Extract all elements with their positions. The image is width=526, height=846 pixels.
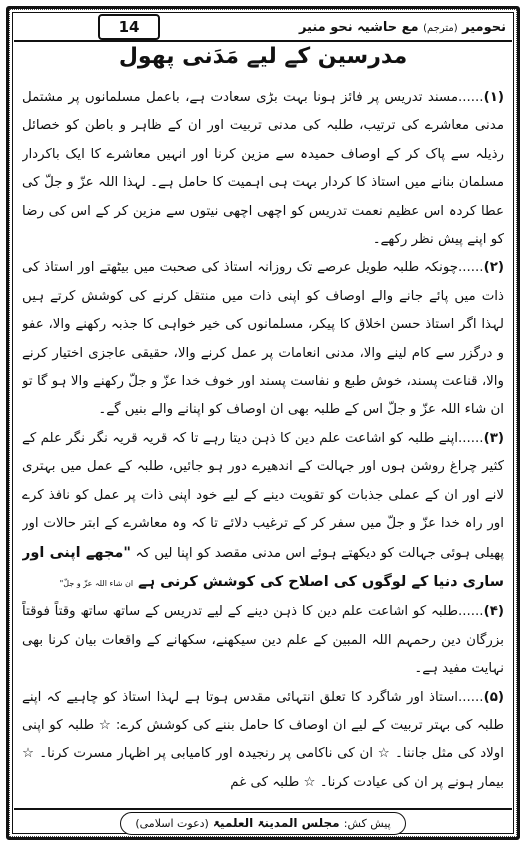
paragraph-number: (۱) (483, 90, 504, 105)
footer-divider (14, 808, 512, 810)
highlight-quote-suffix: ان شاء اللہ عزّ و جلّ" (59, 578, 134, 588)
page-footer (14, 812, 512, 834)
paragraph-2 (22, 254, 504, 424)
section-title: مدرسین کے لیے مَدَنی پھول (118, 44, 408, 69)
header-divider (14, 40, 512, 42)
highlight-quote-text: "مجھے اپنی اور ساری دنیا کے لوگوں کی اصلاح کی کوشش کرنی ہے (22, 544, 504, 590)
paragraph-text: ......استاذ اور شاگرد کا تعلق انتہائی مقدس ہوتا ہے لہذا استاذ کو چاہیے کہ اپنے طلبہ کی بہتر تربیت کے لیے ان اوصاف کا حامل بننے کی کوشش کرے: ☆ طلبہ کو اپنی اولاد کی مثل جاننا۔ ☆ ان کی ناکامی پر رنجیدہ اور کامیابی پر اظہار مسرت کرنا۔ ☆ بیمار ہونے پر ان کی عیادت کرنا۔ ☆ طلبہ کی غم (22, 689, 504, 790)
paragraph-4 (22, 598, 504, 683)
body-text (22, 84, 504, 796)
publisher-sub: (دعوت اسلامی) (135, 816, 209, 830)
running-title-main: نحومیر (462, 19, 506, 35)
paragraph-1 (22, 84, 504, 254)
page-header (14, 14, 512, 40)
paragraph-text: ......چونکہ طلبہ طویل عرصے تک روزانہ استاذ کی صحبت میں بیٹھتے اور استاذ کی ذات میں پائے جانے والے اوصاف کو اپنی ذات میں منتقل کرنے کی کوشش کرتے ہیں لہذا اگر استاذ حسن اخلاق کا پیکر، مسلمانوں کی خیر خواہی کا جذبہ رکھنے والا، عفو و درگزر سے کام لینے والا، مدنی انعامات پر عمل کرنے والا، حقیقی عاجزی اختیار کرنے والا، قناعت پسند، خوش طبع و نفاست پسند اور خوف خدا عزّ و جلّ رکھنے والا ہو گا تو ان شاء اللہ عزّ و جلّ اس کے طلبہ بھی ان اوصاف کو اپنانے والے بنیں گے۔ (22, 260, 504, 418)
paragraph-number: (۳) (483, 430, 504, 446)
paragraph-text: ......طلبہ کو اشاعت علم دین کا ذہن دینے کے لیے تدریس کے ساتھ ساتھ وقتاً فوقتاً بزرگان دین رحمہم اللہ المبین کے علم دین سیکھنے، سکھانے کے واقعات بیان کرنا بھی نہایت مفید ہے۔ (22, 604, 504, 677)
publisher-label: پیش کش: (343, 816, 391, 830)
paragraph-3 (22, 425, 504, 598)
paragraph-number: (۲) (483, 260, 504, 276)
publisher-box (120, 812, 405, 835)
paragraph-5 (22, 684, 504, 796)
running-title-paren: (مترجم) (423, 22, 458, 34)
running-title-rest: مع حاشیہ نحو منیر (298, 19, 419, 35)
paragraph-text: ......اپنے طلبہ کو اشاعت علم دین کا ذہن دیتا رہے تا کہ قریہ قریہ نگر نگر علم کے کثیر چراغ روشن ہوں اور جہالت کے اندھیرے دور ہو جائیں، طلبہ کے عمل میں بہتری لانے اور ان کے عملی جذبات کو تقویت دینے کے لیے خود اپنی ذات پر عمل کو نافذ کرے اور راہ خدا عزّ و جلّ میں سفر کر کے ترغیب دلائے تا کہ وہ معاشرے کے ابتر حالات اور پھیلی ہوئی جہالت کو دیکھتے ہوئے اس مدنی مقصد کو اپنا لیں کہ (22, 430, 504, 561)
paragraph-text: ......مسند تدریس پر فائز ہونا بہت بڑی سعادت ہے، باعمل مسلمانوں پر مشتمل مدنی معاشرے کی ترتیب، طلبہ کی مدنی تربیت اور ان کے ظاہر و باطن کو خصائل رذیلہ سے پاک کر کے اوصاف حمیدہ سے مزین کرنا اور انہیں معاشرے کا ایک باکردار مسلمان بنانے میں استاذ کا کردار بہت ہی اہمیت کا حامل ہے۔ لہذا اللہ عزّ و جلّ کی عطا کردہ اس عظیم نعمت تدریس کو اچھی اچھی نیتوں سے مزین کر کے اس کی رضا کو اپنے پیش نظر رکھے۔ (22, 90, 504, 248)
publisher-name: مجلس المدینۃ العلمیۃ (213, 815, 340, 830)
running-title (299, 20, 512, 35)
paragraph-number: (۴) (483, 604, 504, 620)
paragraph-number: (۵) (483, 689, 504, 705)
page-number: 14 (98, 14, 160, 40)
